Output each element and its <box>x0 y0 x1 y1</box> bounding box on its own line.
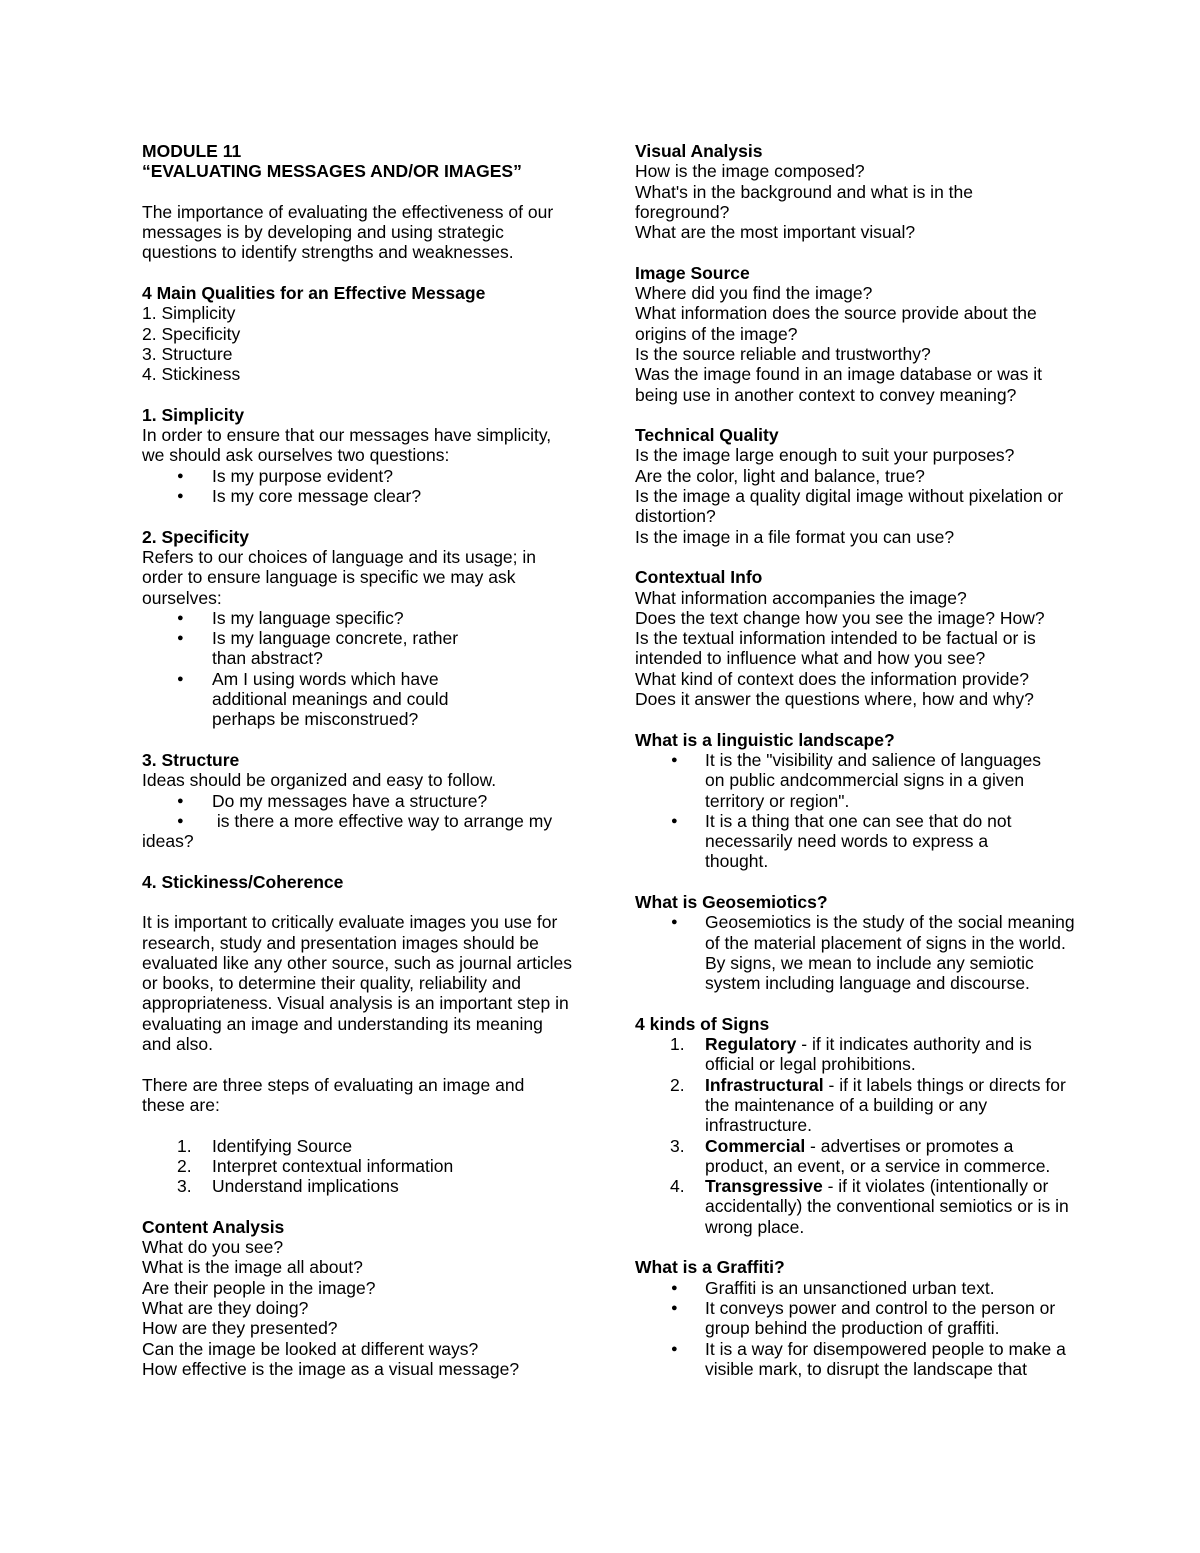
question-line: What is the image all about? <box>142 1257 363 1278</box>
right-column <box>635 141 1075 1379</box>
visual-analysis-heading: Visual Analysis <box>635 141 763 161</box>
list-item: ● It is a way for disempowered people to make a visible mark, to disrupt the landscape that <box>635 1339 1075 1380</box>
steps-intro: There are three steps of evaluating an image and these are: <box>142 1074 525 1115</box>
list-item: 1. Identifying Source <box>177 1135 353 1156</box>
graffiti-heading: What is a Graffiti? <box>635 1257 785 1278</box>
specificity-bullets <box>142 608 562 730</box>
sign-term: Commercial <box>705 1135 806 1156</box>
quality-item: 4. Stickiness <box>142 364 241 385</box>
question-line: Is the image a quality digital image without pixelation or distortion? <box>635 486 1064 527</box>
simplicity-text: In order to ensure that our messages have simplicity, we should ask ourselves two questions: <box>142 425 552 466</box>
question-line: Is the image large enough to suit your purposes? <box>635 445 1015 466</box>
page-title: “EVALUATING MESSAGES AND/OR IMAGES” <box>142 161 522 182</box>
question-line: Can the image be looked at different ways? <box>142 1338 479 1359</box>
list-item: ● Graffiti is an unsanctioned urban text. <box>635 1278 1075 1298</box>
specificity-text: Refers to our choices of language and its usage; in order to ensure language is specific we may ask ourselves: <box>142 546 536 608</box>
specificity-heading: 2. Specificity <box>142 526 249 547</box>
linguistic-landscape-heading: What is a linguistic landscape? <box>635 729 895 750</box>
intro-paragraph: The importance of evaluating the effectiveness of our messages is by developing and using strategic questions to identify strengths and weaknesses. <box>142 201 554 263</box>
question-line: Is the image in a file format you can use? <box>635 526 955 547</box>
question-line: How are they presented? <box>142 1318 338 1339</box>
geosemiotics-bullets <box>635 912 1075 993</box>
question-line: What are they doing? <box>142 1297 309 1318</box>
question-line: What do you see? <box>142 1237 284 1258</box>
contextual-info-heading: Contextual Info <box>635 567 763 588</box>
list-item: ● It is a thing that one can see that do not necessarily need words to express a thought. <box>635 811 1065 872</box>
list-item: 2. Interpret contextual information <box>177 1155 454 1176</box>
steps-list <box>142 1136 572 1197</box>
question-line: Does the text change how you see the image? How? <box>635 607 1045 628</box>
question-line: What are the most important visual? <box>635 222 916 243</box>
question-line: What information does the source provide about the origins of the image? <box>635 303 1037 344</box>
structure-bullets <box>142 791 572 832</box>
sign-term: Transgressive <box>705 1176 823 1197</box>
sign-term: Regulatory <box>705 1034 797 1055</box>
list-item: ● Am I using words which have additional meanings and could perhaps be misconstrued? <box>142 669 562 730</box>
question-line: How is the image composed? <box>635 161 865 182</box>
quality-item: 2. Specificity <box>142 323 241 344</box>
question-line: Is the textual information intended to be factual or is intended to influence what and how you see? <box>635 628 1036 669</box>
question-line: Are their people in the image? <box>142 1277 376 1298</box>
structure-text: Ideas should be organized and easy to follow. <box>142 770 497 791</box>
simplicity-heading: 1. Simplicity <box>142 404 245 425</box>
question-line: How effective is the image as a visual message? <box>142 1358 520 1379</box>
list-item: ● It conveys power and control to the person or group behind the production of graffiti. <box>635 1298 1075 1339</box>
list-item: 2. Infrastructural - if it labels things or directs for the maintenance of a building or any infrastructure. <box>670 1074 1066 1136</box>
list-item: 3. Commercial - advertises or promotes a product, an event, or a service in commerce. <box>670 1135 1051 1176</box>
question-line: What's in the background and what is in the foreground? <box>635 181 973 222</box>
question-line: Does it answer the questions where, how and why? <box>635 689 1034 710</box>
quality-item: 3. Structure <box>142 343 233 364</box>
stickiness-heading: 4. Stickiness/Coherence <box>142 871 344 892</box>
question-line: What kind of context does the information provide? <box>635 668 1029 689</box>
stickiness-paragraph: It is important to critically evaluate images you use for research, study and presentation images should be evaluated like any other source, such as journal articles or books, to determine their quality, reliability and appropriateness. Visual analysis is an important step in evaluating an image and understanding its meaning and also. <box>142 912 572 1055</box>
question-line: Is the source reliable and trustworthy? <box>635 343 931 364</box>
structure-heading: 3. Structure <box>142 749 240 770</box>
list-item: ● Is my core message clear? <box>142 486 572 506</box>
list-item: ● Is my language concrete, rather than abstract? <box>142 628 562 669</box>
list-item: ● Is my language specific? <box>142 608 562 628</box>
signs-list <box>635 1034 1075 1237</box>
question-line: Are the color, light and balance, true? <box>635 465 925 486</box>
quality-item: 1. Simplicity <box>142 303 236 324</box>
module-number: MODULE 11 <box>142 141 242 161</box>
list-item: 4. Transgressive - if it violates (intentionally or accidentally) the conventional semiotics or is in wrong place. <box>670 1176 1069 1237</box>
qualities-heading: 4 Main Qualities for an Effective Message <box>142 283 486 304</box>
list-item: ● Geosemiotics is the study of the social meaning of the material placement of signs in the world. By signs, we mean to include any semiotic system including language and discourse. <box>635 912 1075 993</box>
geosemiotics-heading: What is Geosemiotics? <box>635 891 828 912</box>
structure-bullet-continuation: ideas? <box>142 831 194 852</box>
list-item: ● Is my purpose evident? <box>142 466 572 486</box>
image-source-heading: Image Source <box>635 262 750 283</box>
list-item: ● It is the "visibility and salience of languages on public andcommercial signs in a given territory or region". <box>635 750 1065 811</box>
list-item: 3. Understand implications <box>177 1176 399 1197</box>
technical-quality-heading: Technical Quality <box>635 425 779 446</box>
question-line: Was the image found in an image database or was it being use in another context to convey meaning? <box>635 364 1042 405</box>
question-line: Where did you find the image? <box>635 283 873 304</box>
list-item: ● Do my messages have a structure? <box>142 791 572 811</box>
signs-heading: 4 kinds of Signs <box>635 1013 770 1034</box>
linguistic-landscape-bullets <box>635 750 1075 872</box>
simplicity-bullets <box>142 466 572 507</box>
list-item: ● is there a more effective way to arrange my <box>142 811 572 831</box>
sign-term: Infrastructural <box>705 1074 824 1095</box>
graffiti-bullets <box>635 1278 1075 1379</box>
content-analysis-heading: Content Analysis <box>142 1216 285 1237</box>
list-item: 1. Regulatory - if it indicates authority and is official or legal prohibitions. <box>670 1034 1032 1075</box>
question-line: What information accompanies the image? <box>635 587 967 608</box>
left-column <box>142 141 572 1379</box>
